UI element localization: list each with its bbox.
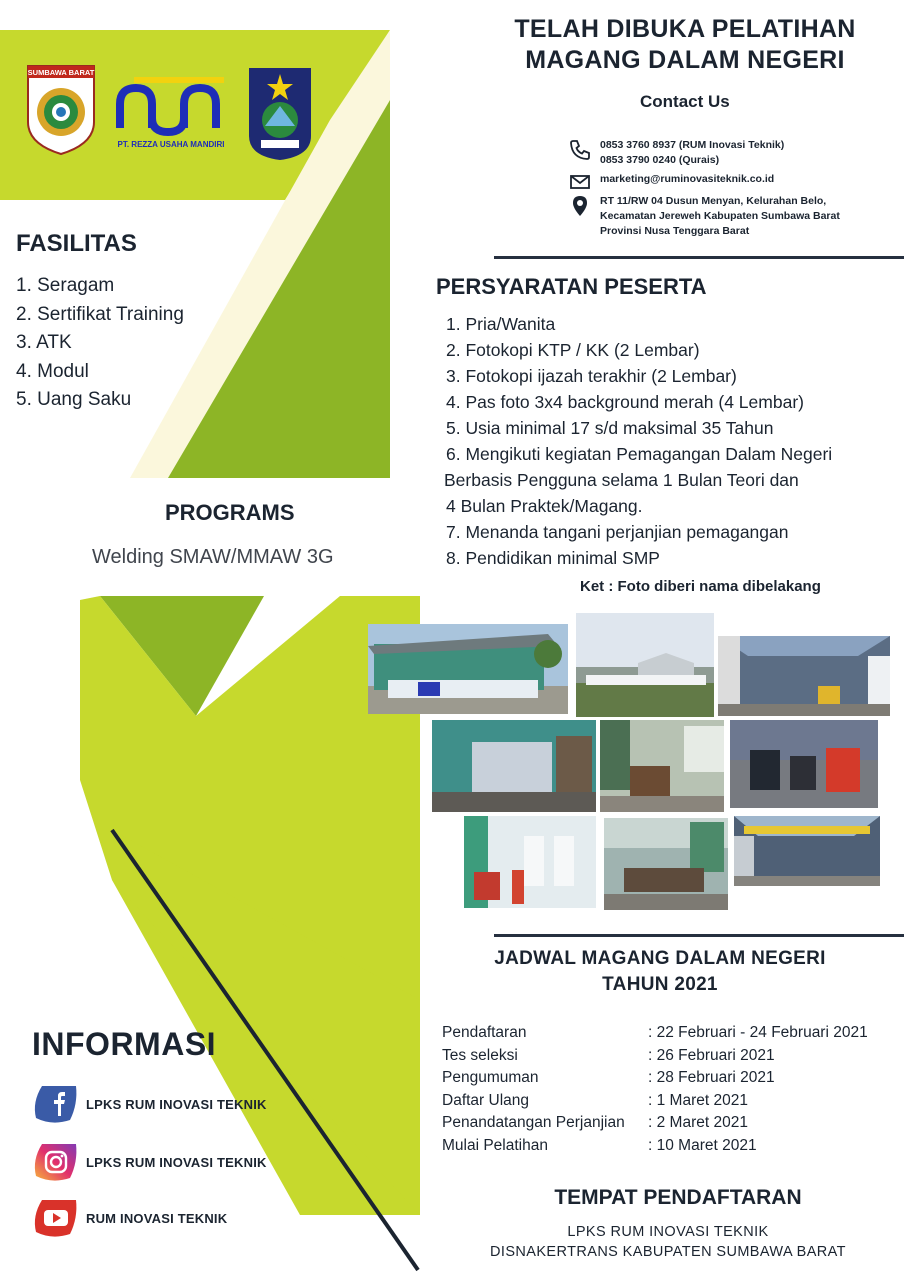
list-item: 4. Modul <box>16 360 89 382</box>
location-pin-icon <box>568 194 592 218</box>
facebook-link[interactable]: LPKS RUM INOVASI TEKNIK <box>32 1082 267 1126</box>
contact-email <box>568 170 774 194</box>
list-item: 4. Pas foto 3x4 background merah (4 Lembar) <box>446 392 804 412</box>
list-item: 3. Fotokopi ijazah terakhir (2 Lembar) <box>446 366 737 386</box>
email-link[interactable]: marketing@ruminovasiteknik.co.id <box>600 173 775 185</box>
contact-address: RT 11/RW 04 Dusun Menyan, Kelurahan Belo, Kecamatan Jereweh Kabupaten Sumbawa Barat Provinsi Nusa Tenggara Barat <box>568 194 840 239</box>
jadwal-title: JADWAL MAGANG DALAM NEGERI TAHUN 2021 <box>494 948 826 995</box>
table-row: Pendaftaran : 22 Februari - 24 Februari 2021 <box>442 1024 868 1041</box>
schedule-table <box>442 1022 868 1157</box>
instagram-icon <box>32 1140 80 1184</box>
list-item: 6. Mengikuti kegiatan Pemagangan Dalam Negeri <box>446 444 833 464</box>
list-item: 5. Uang Saku <box>16 389 132 410</box>
photo-classroom-outside <box>432 720 596 812</box>
ntb-province-logo <box>247 66 313 162</box>
phone-1[interactable]: 0853 3760 8937 (RUM Inovasi Teknik) <box>600 139 785 151</box>
list-item: 7. Menanda tangani perjanjian pemagangan <box>446 522 789 542</box>
phone-2[interactable]: 0853 3790 0240 (Qurais) <box>600 154 720 166</box>
persyaratan-title: PERSYARATAN PESERTA <box>436 274 707 299</box>
list-item: 3. ATK <box>16 332 72 353</box>
fasilitas-title: FASILITAS <box>16 230 137 257</box>
instagram-link[interactable]: LPKS RUM INOVASI TEKNIK <box>32 1140 267 1184</box>
photo-crane-hall <box>734 816 880 886</box>
fasilitas-list <box>16 272 184 415</box>
program-item: Welding SMAW/MMAW 3G <box>92 546 334 568</box>
photo-building-front <box>368 624 568 714</box>
list-item: Berbasis Pengguna selama 1 Bulan Teori dan <box>444 470 799 490</box>
svg-text:PT. REZZA USAHA MANDIRI: PT. REZZA USAHA MANDIRI <box>117 140 225 149</box>
list-item: 4 Bulan Praktek/Magang. <box>446 496 643 516</box>
tempat-line-1: LPKS RUM INOVASI TEKNIK <box>567 1224 769 1240</box>
table-row: Penandatangan Perjanjian : 2 Maret 2021 <box>442 1114 748 1131</box>
table-row: Daftar Ulang : 1 Maret 2021 <box>442 1091 748 1109</box>
table-row: Pengumuman : 28 Februari 2021 <box>442 1069 775 1086</box>
list-item: 1. Pria/Wanita <box>446 314 556 334</box>
photo-workshop-interior <box>718 636 890 716</box>
photo-welding-machines <box>730 720 878 808</box>
table-row: Mulai Pelatihan : 10 Maret 2021 <box>442 1136 757 1154</box>
persyaratan-list <box>446 311 896 571</box>
list-item: 2. Sertifikat Training <box>16 303 184 325</box>
phone-icon <box>568 138 592 162</box>
table-row: Tes seleksi : 26 Februari 2021 <box>442 1046 775 1064</box>
photo-building-wide <box>576 613 714 717</box>
sumbawa-barat-logo <box>26 64 96 156</box>
photo-classroom-inside <box>604 818 728 910</box>
divider <box>494 256 904 259</box>
mail-icon <box>568 170 592 194</box>
logo-group <box>22 60 322 164</box>
list-item: 5. Usia minimal 17 s/d maksimal 35 Tahun <box>446 418 774 438</box>
tempat-title: TEMPAT PENDAFTARAN <box>554 1186 802 1209</box>
list-item: 2. Fotokopi KTP / KK (2 Lembar) <box>446 340 700 360</box>
photo-office-room <box>600 720 724 812</box>
youtube-icon <box>32 1196 80 1240</box>
youtube-link[interactable]: RUM INOVASI TEKNIK <box>32 1196 227 1240</box>
contact-title: Contact Us <box>640 92 730 111</box>
photo-note: Ket : Foto diberi nama dibelakang <box>580 578 821 595</box>
rum-logo <box>114 74 229 150</box>
photo-welding-booths <box>464 816 596 908</box>
tempat-line-2: DISNAKERTRANS KABUPATEN SUMBAWA BARAT <box>490 1244 846 1260</box>
list-item: 8. Pendidikan minimal SMP <box>446 548 660 568</box>
page-title: TELAH DIBUKA PELATIHAN MAGANG DALAM NEGERI <box>514 15 856 74</box>
svg-text:SUMBAWA BARAT: SUMBAWA BARAT <box>27 68 95 77</box>
informasi-title: INFORMASI <box>32 1026 217 1062</box>
list-item: 1. Seragam <box>16 275 115 296</box>
contact-phone <box>568 138 784 168</box>
facebook-icon <box>32 1082 80 1126</box>
programs-title: PROGRAMS <box>165 500 295 525</box>
divider <box>494 934 904 937</box>
